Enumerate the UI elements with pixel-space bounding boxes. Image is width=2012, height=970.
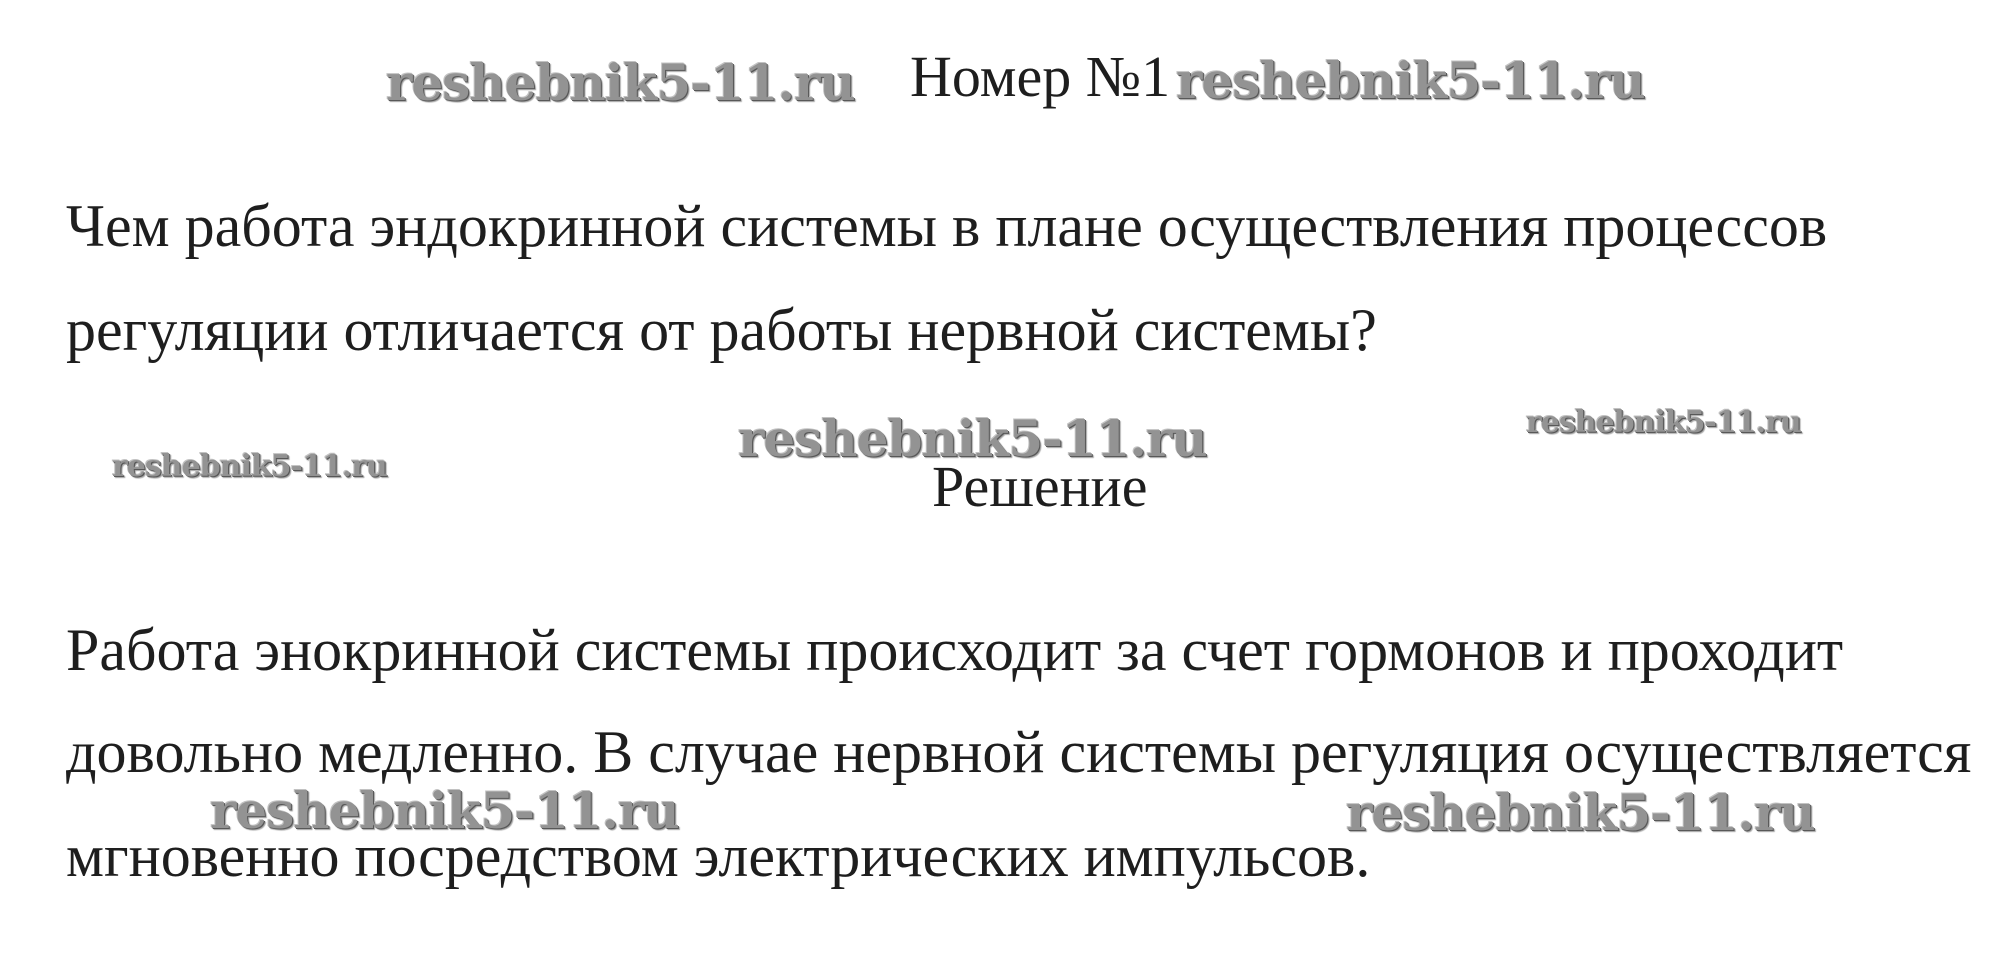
solution-line-2: довольно медленно. В случае нервной системы регуляция осуществляется (66, 719, 1972, 785)
watermark-top-left: reshebnik5-11.ru (386, 53, 855, 112)
solution-line-3: мгновенно посредством электрических импульсов. (66, 823, 1371, 889)
solution-heading: Решение (932, 454, 1148, 519)
solution-line-1: Работа энокринной системы происходит за счет гормонов и проходит (66, 617, 1844, 683)
question-line-2: регуляции отличается от работы нервной системы? (66, 297, 1377, 363)
watermark-bottom-right: reshebnik5-11.ru (1346, 783, 1815, 842)
watermark-middle-right: reshebnik5-11.ru (1526, 405, 1801, 440)
watermark-bottom-left: reshebnik5-11.ru (210, 781, 679, 840)
question-line-1: Чем работа эндокринной системы в плане осуществления процессов (66, 193, 1828, 259)
watermark-middle-left: reshebnik5-11.ru (112, 449, 387, 484)
watermark-top-right: reshebnik5-11.ru (1176, 51, 1645, 110)
task-title: Номер №1 (910, 44, 1171, 109)
watermark-middle-center: reshebnik5-11.ru (738, 409, 1207, 468)
